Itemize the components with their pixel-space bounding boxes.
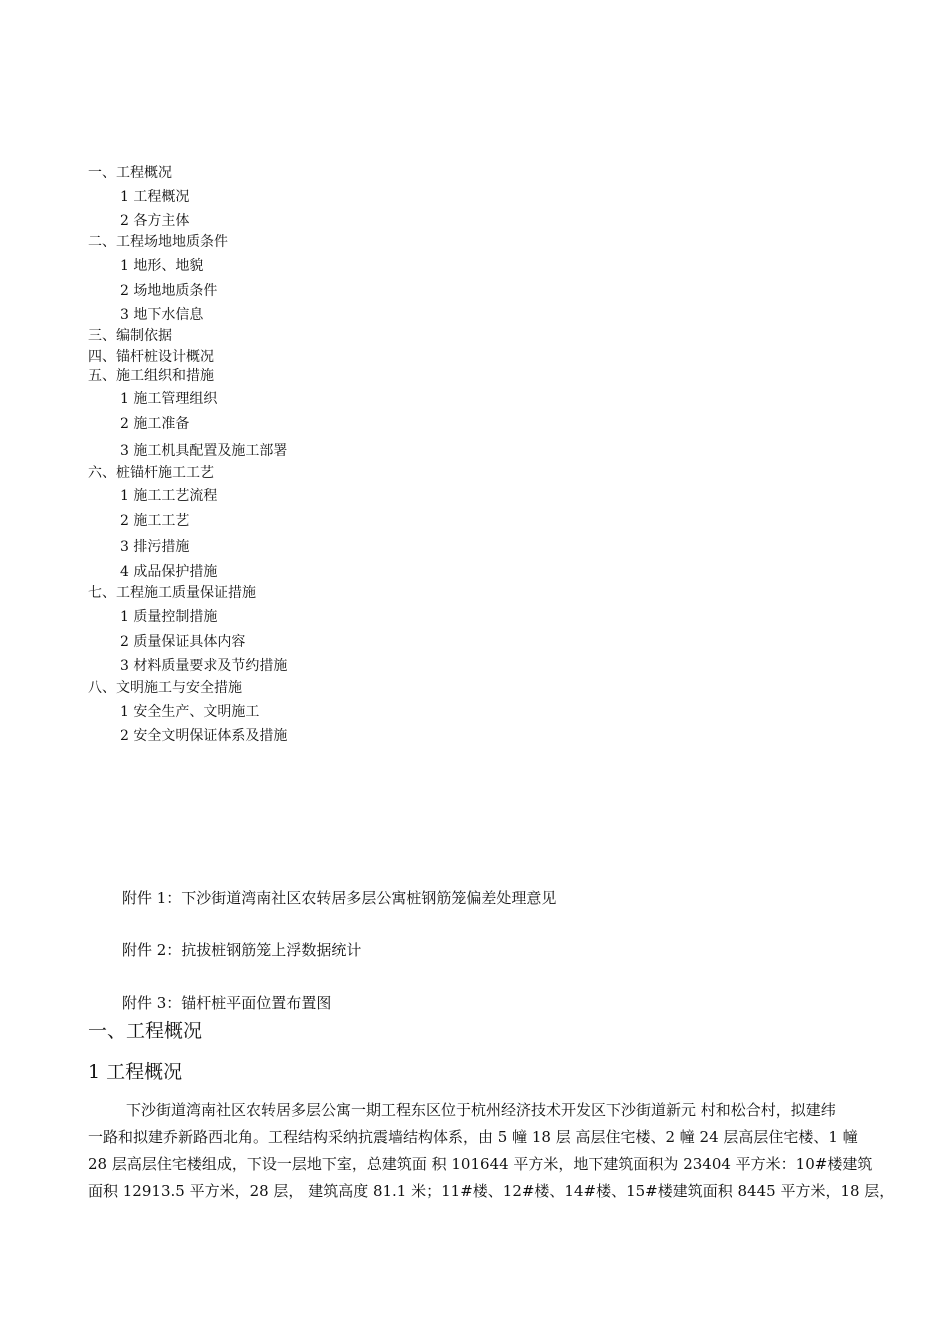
section-heading: 一、工程概况 [88, 1020, 203, 1042]
toc-item-level1: 七、工程施工质量保证措施 [88, 585, 256, 601]
toc-item-level2: 2 施工准备 [120, 416, 190, 432]
toc-item-level2: 1 地形、地貌 [120, 258, 204, 274]
toc-item-level2: 1 工程概况 [120, 189, 190, 205]
toc-item-level1: 五、施工组织和措施 [88, 368, 214, 384]
toc-item-level2: 1 施工工艺流程 [120, 488, 218, 504]
toc-item-level1: 二、工程场地地质条件 [88, 234, 228, 250]
toc-item-level1: 八、文明施工与安全措施 [88, 680, 242, 696]
paragraph-line: 面积 12913.5 平方米，28 层， 建筑高度 81.1 米；11#楼、12#楼、14#楼、15#楼建筑面积 8445 平方米，18 层， [88, 1182, 895, 1200]
paragraph-line: 28 层高层住宅楼组成，下设一层地下室，总建筑面 积 101644 平方米，地下建筑面积为 23404 平方米：10#楼建筑 [88, 1155, 873, 1173]
paragraph-line: 一路和拟建乔新路西北角。工程结构采纳抗震墙结构体系，由 5 幢 18 层 高层住宅楼、2 幢 24 层高层住宅楼、1 幢 [88, 1128, 858, 1146]
toc-item-level1: 三、编制依据 [88, 328, 172, 344]
toc-item-level2: 2 安全文明保证体系及措施 [120, 728, 288, 744]
paragraph-line: 下沙街道湾南社区农转居多层公寓一期工程东区位于杭州经济技术开发区下沙街道新元 村和松合村，拟建纬 [126, 1101, 836, 1119]
toc-item-level2: 1 质量控制措施 [120, 609, 218, 625]
toc-item-level2: 3 材料质量要求及节约措施 [120, 658, 288, 674]
toc-item-level2: 1 安全生产、文明施工 [120, 704, 260, 720]
toc-item-level2: 1 施工管理组织 [120, 391, 218, 407]
body-paragraph [88, 1097, 948, 1205]
attachment-item: 附件 2：抗拔桩钢筋笼上浮数据统计 [122, 941, 362, 959]
toc-item-level1: 一、工程概况 [88, 165, 172, 181]
toc-item-level2: 2 各方主体 [120, 213, 190, 229]
toc-item-level2: 3 施工机具配置及施工部署 [120, 443, 288, 459]
toc-item-level2: 3 地下水信息 [120, 307, 204, 323]
toc-item-level2: 2 场地地质条件 [120, 283, 218, 299]
toc-item-level2: 4 成品保护措施 [120, 564, 218, 580]
attachment-item: 附件 3：锚杆桩平面位置布置图 [122, 994, 332, 1012]
toc-item-level1: 四、锚杆桩设计概况 [88, 349, 214, 365]
toc-item-level2: 3 排污措施 [120, 539, 190, 555]
subsection-heading: 1 工程概况 [88, 1061, 183, 1083]
toc-item-level2: 2 质量保证具体内容 [120, 634, 246, 650]
attachment-item: 附件 1：下沙街道湾南社区农转居多层公寓桩钢筋笼偏差处理意见 [122, 889, 557, 907]
toc-item-level2: 2 施工工艺 [120, 513, 190, 529]
toc-item-level1: 六、桩锚杆施工工艺 [88, 465, 214, 481]
